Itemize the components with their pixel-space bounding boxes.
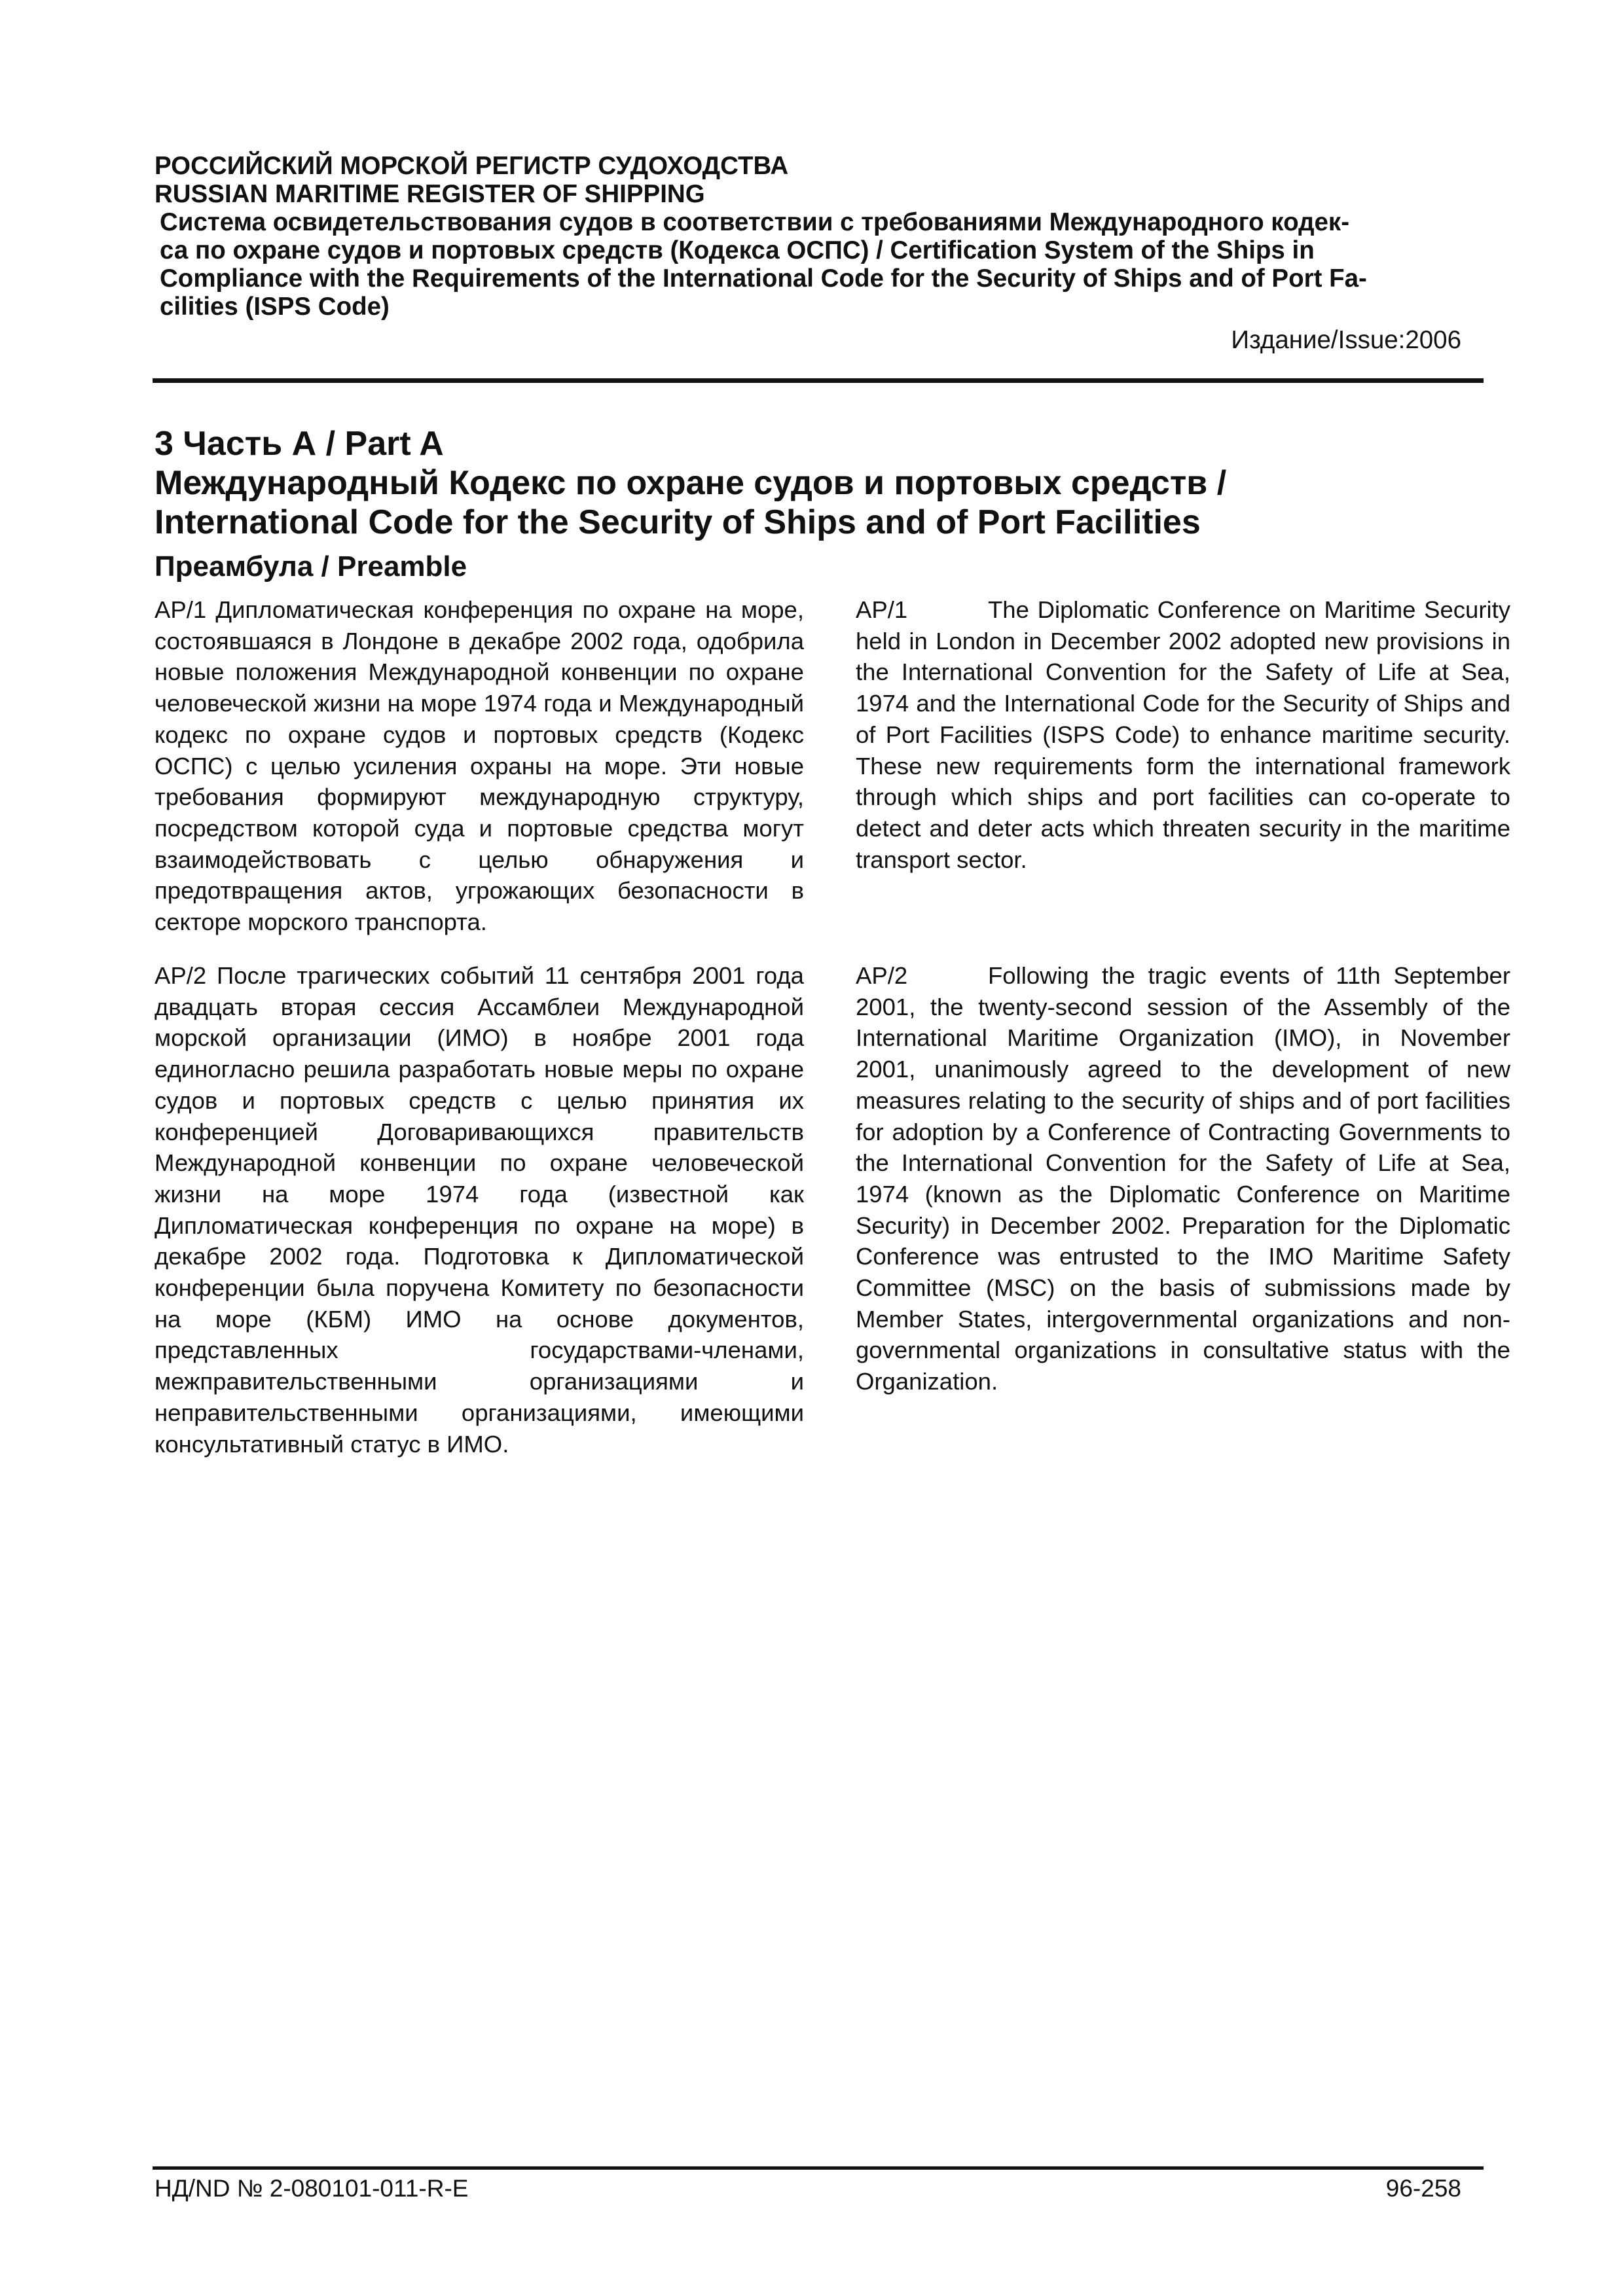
- edition-label: Издание/Issue:2006: [1231, 326, 1461, 354]
- system-title-line-1: Система освидетельствования судов в соответствии с требованиями Международного кодек-: [160, 208, 1350, 236]
- paragraph-en: [856, 960, 1510, 1397]
- paragraph-text: После трагических событий 11 сентября 2001 года двадцать вторая сессия Ассамблеи Международной морской организации (ИМО) в ноябре 2001 года единогласно решила разработать новые меры по охране судов и портовых средств с целью принятия их конференцией Договаривающихся правительств Международной конвенции по охране человеческой жизни на море 1974 года (известной как Дипломатическая конференция по охране на море) в декабре 2002 года. Подготовка к Дипломатической конференции была поручена Комитету по безопасности на море (КБМ) ИМО на основе документов, представленных государствами-членами, межправительственными организациями и неправительственными организациями, имеющими консультативный статус в ИМО.: [155, 962, 804, 1458]
- org-name-ru: РОССИЙСКИЙ МОРСКОЙ РЕГИСТР СУДОХОДСТВА: [155, 152, 789, 180]
- section-title-line-2: Международный Кодекс по охране судов и портовых средств /: [155, 464, 1227, 502]
- section-title-line-1: 3 Часть А / Part A: [155, 425, 444, 463]
- preamble-heading: Преамбула / Preamble: [155, 550, 467, 583]
- paragraph-tag: AP/1: [155, 596, 207, 623]
- system-title-line-4: cilities (ISPS Code): [160, 293, 390, 321]
- paragraph-tag: AP/1: [856, 596, 908, 623]
- header-divider: [153, 378, 1484, 383]
- document-number: НД/ND № 2-080101-011-R-E: [155, 2175, 469, 2202]
- system-title-line-2: са по охране судов и портовых средств (Кодекса ОСПС) / Certification System of the Ships in: [160, 236, 1315, 264]
- main-content: [155, 424, 1510, 1458]
- english-column: [856, 594, 1510, 1420]
- paragraph-tag: AP/2: [856, 962, 908, 989]
- russian-column: [155, 594, 804, 1482]
- page-header: [155, 152, 1461, 354]
- system-title-line-3: Compliance with the Requirements of the International Code for the Security of Ships and of Port Fa-: [160, 264, 1367, 293]
- paragraph-text: Дипломатическая конференция по охране на море, состоявшаяся в Лондоне в декабре 2002 года, одобрила новые положения Международной конвенции по охране человеческой жизни на море 1974 года и Международный кодекс по охране судов и портовых средств (Кодекс ОСПС) с целью усиления охраны на море. Эти новые требования формируют международную структуру, посредством которой суда и портовые средства могут взаимодействовать с целью обнаружения и предотвращения актов, угрожающих безопасности в секторе морского транспорта.: [155, 596, 804, 936]
- footer-divider: [153, 2166, 1484, 2170]
- page-number: 96-258: [1385, 2175, 1461, 2202]
- paragraph-ru: [155, 594, 804, 938]
- paragraph-tag: AP/2: [155, 962, 207, 989]
- paragraph-en: [856, 594, 1510, 938]
- org-name-en: RUSSIAN MARITIME REGISTER OF SHIPPING: [155, 180, 705, 208]
- system-title: [155, 208, 1461, 321]
- paragraph-text: The Diplomatic Conference on Maritime Security held in London in December 2002 adopted new provisions in the International Convention for the Safety of Life at Sea, 1974 and the International Code for the Security of Ships and of Port Facilities (ISPS Code) to enhance maritime security. These new requirements form the international framework through which ships and port facilities can co-operate to detect and deter acts which threaten security in the maritime transport sector.: [856, 596, 1510, 873]
- paragraph-ru: [155, 960, 804, 1460]
- section-title-line-3: International Code for the Security of Ships and of Port Facilities: [155, 503, 1201, 541]
- paragraph-text: Following the tragic events of 11th September 2001, the twenty-second session of the Assembly of the International Maritime Organization (IMO), in November 2001, unanimously agreed to the development of new measures relating to the security of ships and of port facilities for adoption by a Conference of Contracting Governments to the International Convention for the Safety of Life at Sea, 1974 (known as the Diplomatic Conference on Maritime Security) in December 2002. Preparation for the Diplomatic Conference was entrusted to the IMO Maritime Safety Committee (MSC) on the basis of submissions made by Member States, intergovernmental organizations and non-governmental organizations in consultative status with the Organization.: [856, 962, 1510, 1395]
